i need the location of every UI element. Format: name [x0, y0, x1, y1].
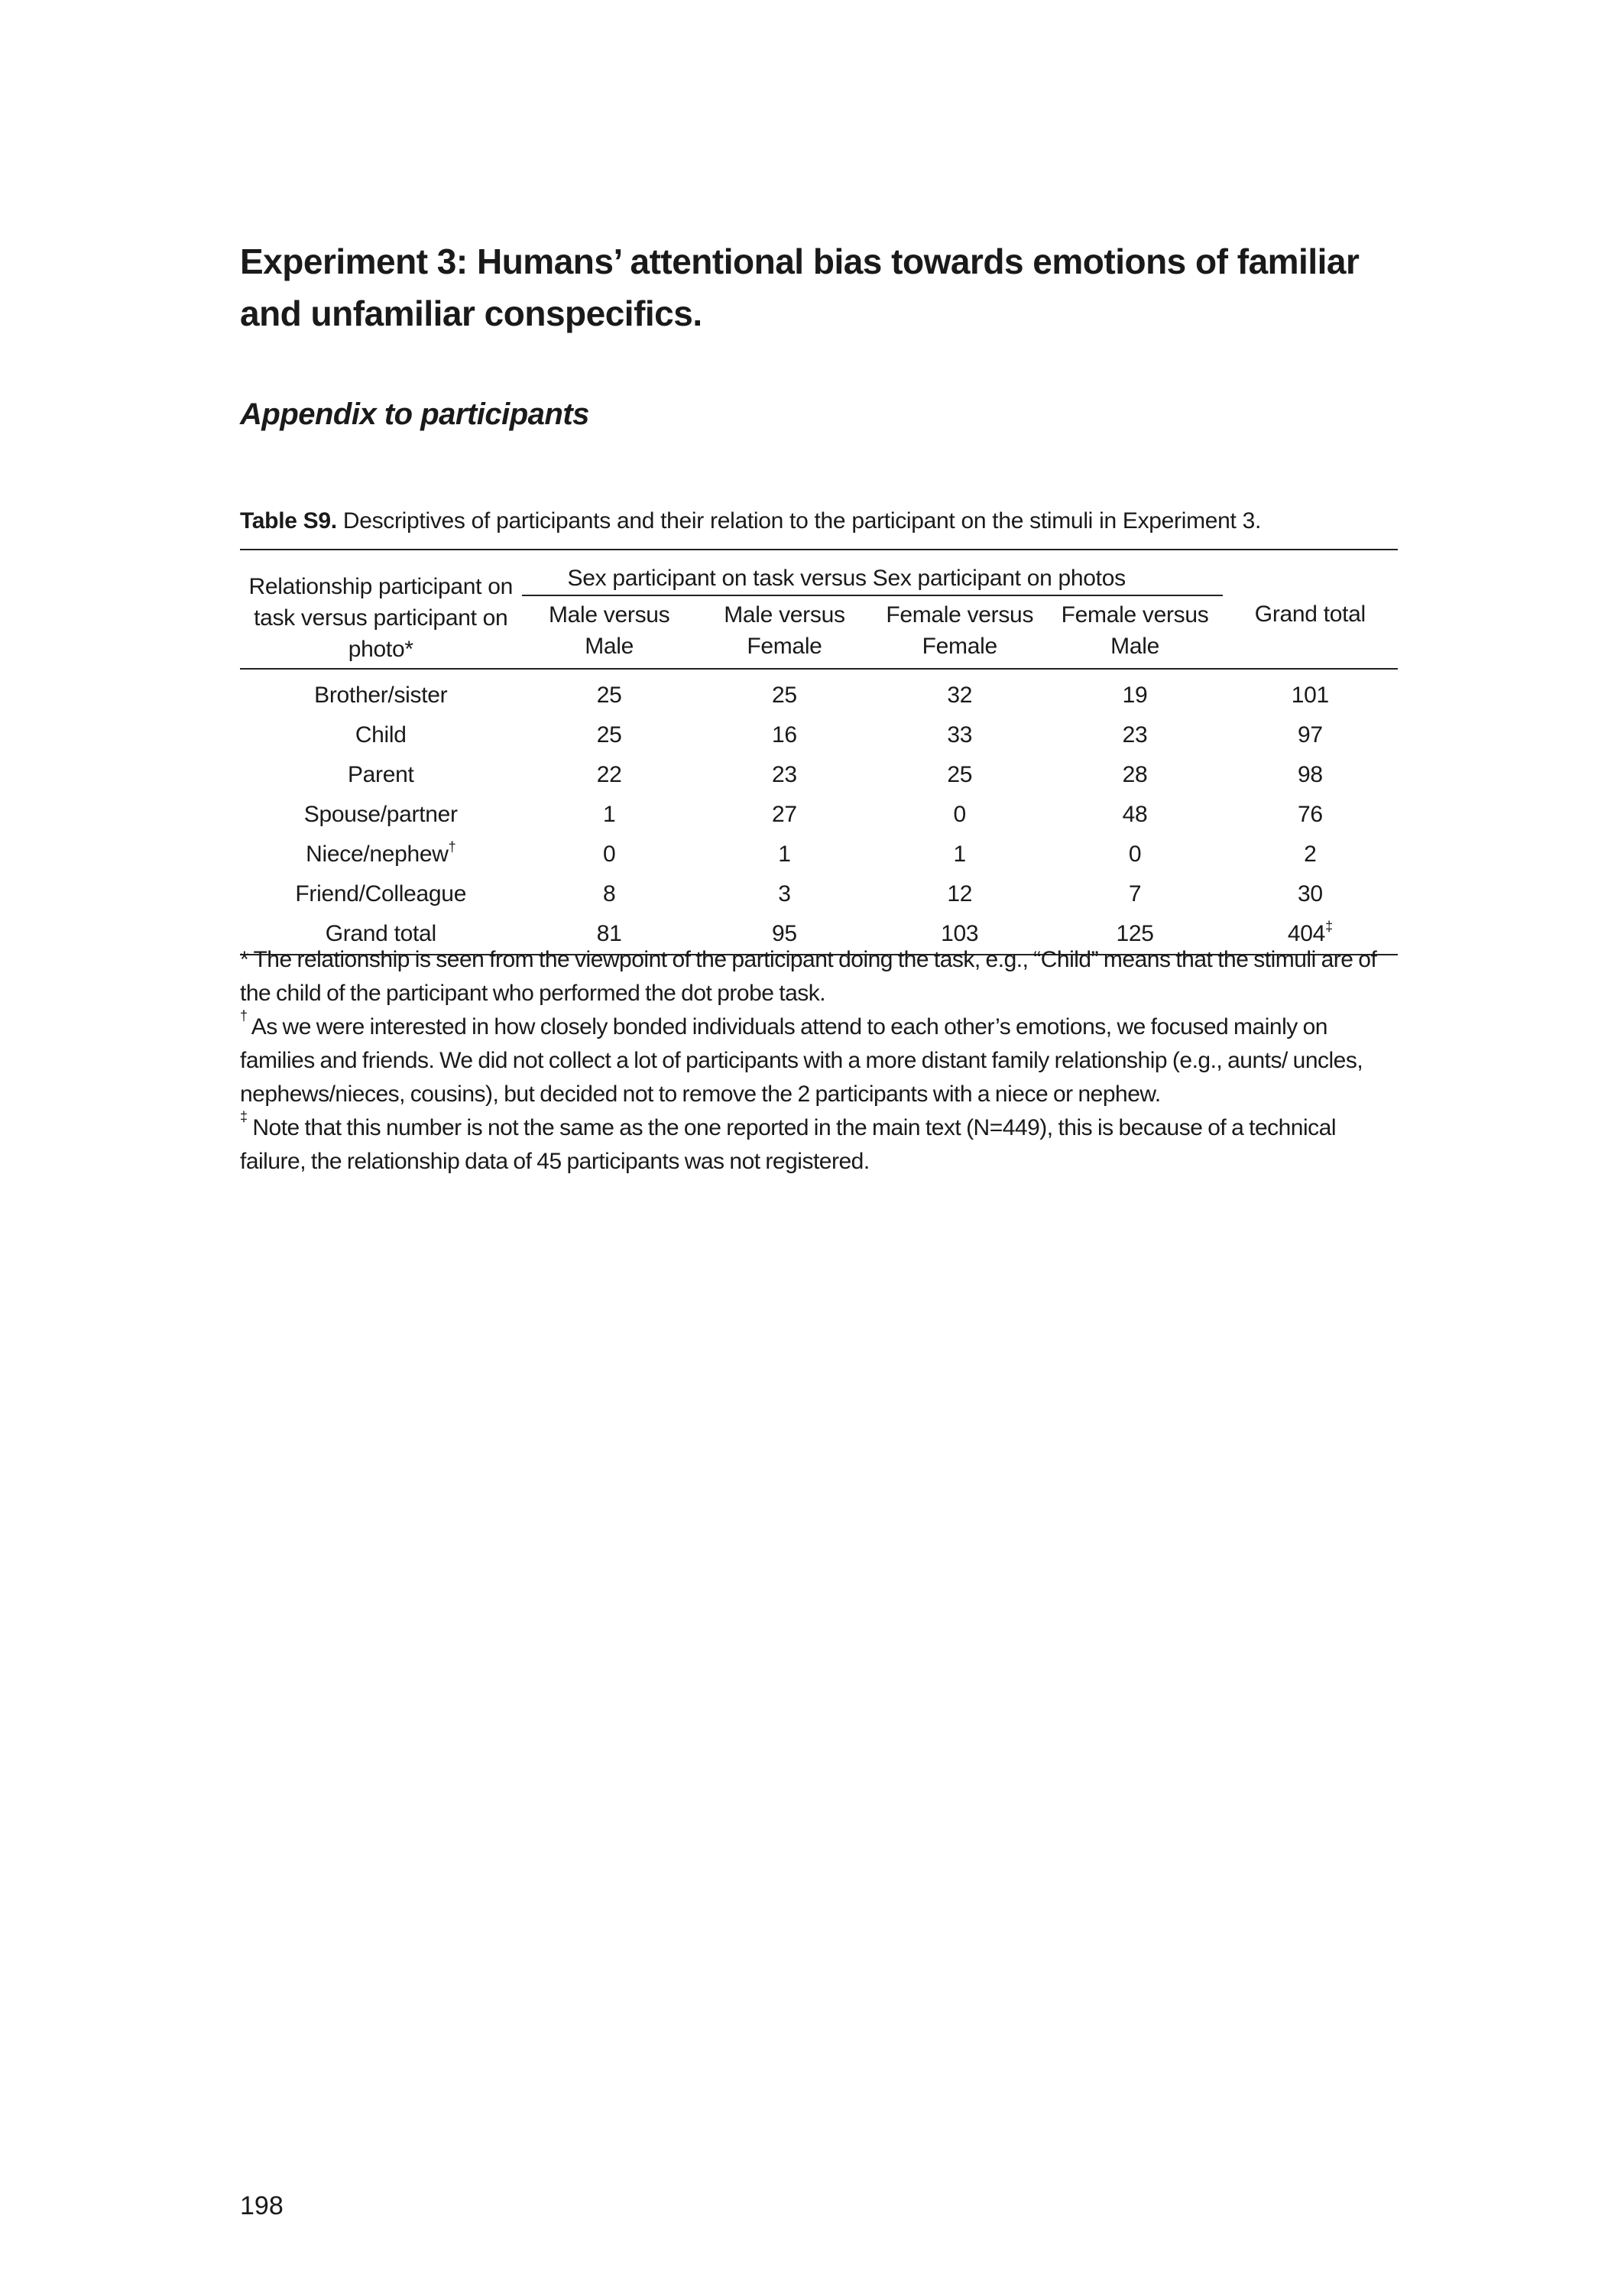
row-label: Niece/nephew — [306, 842, 449, 867]
footnote-mark: ‡ — [1325, 919, 1333, 934]
row-label: Parent — [347, 762, 414, 787]
table-cell — [1047, 755, 1222, 795]
table-cell — [697, 835, 872, 874]
table-cell — [872, 669, 1047, 715]
cell-value: 81 — [596, 921, 622, 946]
table-cell — [522, 755, 697, 795]
table-header — [240, 550, 1398, 669]
row-label: Spouse/partner — [303, 802, 458, 827]
row-label-cell — [240, 755, 522, 795]
table-cell — [1047, 715, 1222, 755]
cell-value: 98 — [1297, 762, 1323, 787]
table-cell — [522, 835, 697, 874]
column-header: Grand total — [1223, 595, 1398, 669]
cell-value: 76 — [1297, 802, 1323, 827]
table-cell — [522, 874, 697, 914]
cell-value: 30 — [1297, 881, 1323, 906]
row-label-cell — [240, 795, 522, 835]
cell-value: 25 — [947, 762, 973, 787]
row-label: Child — [355, 722, 407, 748]
footnote — [240, 943, 1398, 1010]
row-label-cell — [240, 874, 522, 914]
cell-value: 27 — [772, 802, 797, 827]
table-cell — [697, 715, 872, 755]
row-label: Brother/sister — [314, 683, 448, 708]
table-cell — [1223, 795, 1398, 835]
cell-value: 33 — [947, 722, 973, 748]
table-cell — [1047, 874, 1222, 914]
cell-value: 1 — [778, 842, 791, 867]
cell-value: 8 — [602, 881, 616, 906]
row-label-cell — [240, 835, 522, 874]
cell-value: 7 — [1128, 881, 1142, 906]
footnote-mark: * — [240, 947, 249, 972]
row-label: Grand total — [325, 921, 436, 946]
row-label-cell — [240, 669, 522, 715]
table-cell — [697, 874, 872, 914]
cell-value: 404 — [1287, 921, 1326, 946]
table-caption — [240, 503, 1402, 540]
table-cell — [1223, 715, 1398, 755]
table-notes — [240, 943, 1398, 1179]
cell-value: 23 — [772, 762, 797, 787]
footnote-text: As we were interested in how closely bonded individuals attend to each other’s emotions, we focused mainly on families and friends. We did not collect a lot of participants with a more distant family relationship (e.g., aunts/ uncles, nephews/nieces, cousins), but decided not to remove the 2 participants with a niece or nephew. — [240, 1014, 1363, 1107]
table-cell — [1223, 835, 1398, 874]
table-cell — [1223, 874, 1398, 914]
cell-value: 103 — [941, 921, 979, 946]
footnote-text: The relationship is seen from the viewpoint of the participant doing the task, e.g., “Child” means that the stimuli are of the child of the participant who performed the dot probe task. — [240, 947, 1377, 1006]
cell-value: 0 — [953, 802, 966, 827]
table-cell — [872, 874, 1047, 914]
table-body — [240, 669, 1398, 955]
table-container — [240, 549, 1398, 955]
group-header: Sex participant on task versus Sex participant on photos — [522, 550, 1223, 595]
page-number: 198 — [240, 2191, 284, 2220]
cell-value: 1 — [953, 842, 966, 867]
cell-value: 0 — [1128, 842, 1142, 867]
column-header: Male versus Female — [697, 595, 872, 669]
table-cell — [522, 715, 697, 755]
cell-value: 19 — [1122, 683, 1148, 708]
footnote-mark: ‡ — [240, 1109, 248, 1124]
table-row — [240, 835, 1398, 874]
table-cell — [522, 795, 697, 835]
cell-value: 3 — [778, 881, 791, 906]
cell-value: 23 — [1122, 722, 1148, 748]
footnote-text: Note that this number is not the same as the one reported in the main text (N=449), this is because of a technical failure, the relationship data of 45 participants was not registered. — [240, 1115, 1337, 1174]
table-row — [240, 715, 1398, 755]
table-cell — [1223, 669, 1398, 715]
table-cell — [1047, 835, 1222, 874]
cell-value: 48 — [1122, 802, 1148, 827]
table-cell — [872, 835, 1047, 874]
descriptives-table — [240, 549, 1398, 955]
footnote-mark: † — [448, 839, 456, 855]
table-caption-text: Descriptives of participants and their relation to the participant on the stimuli in Experiment 3. — [336, 508, 1262, 534]
cell-value: 25 — [596, 722, 622, 748]
cell-value: 101 — [1291, 683, 1329, 708]
cell-value: 95 — [772, 921, 797, 946]
table-cell — [872, 715, 1047, 755]
table-cell — [872, 755, 1047, 795]
cell-value: 28 — [1122, 762, 1148, 787]
table-cell — [697, 669, 872, 715]
cell-value: 32 — [947, 683, 973, 708]
column-header: Male versus Male — [522, 595, 697, 669]
table-cell — [697, 795, 872, 835]
table-cell — [1047, 669, 1222, 715]
row-label-cell — [240, 715, 522, 755]
table-row — [240, 874, 1398, 914]
group-header-spacer — [1223, 550, 1398, 595]
table-cell — [697, 755, 872, 795]
cell-value: 1 — [602, 802, 616, 827]
cell-value: 97 — [1297, 722, 1323, 748]
cell-value: 12 — [947, 881, 973, 906]
table-row — [240, 755, 1398, 795]
cell-value: 25 — [596, 683, 622, 708]
row-header-label: Relationship participant on task versus participant on photo* — [240, 550, 522, 669]
cell-value: 22 — [596, 762, 622, 787]
cell-value: 25 — [772, 683, 797, 708]
table-cell — [872, 795, 1047, 835]
footnote-mark: † — [240, 1008, 248, 1023]
page-title: Experiment 3: Humans’ attentional bias towards emotions of familiar and unfamiliar conspecifics. — [240, 242, 1360, 333]
cell-value: 16 — [772, 722, 797, 748]
footnote — [240, 1111, 1398, 1179]
cell-value: 125 — [1116, 921, 1154, 946]
table-row — [240, 795, 1398, 835]
column-header: Female versus Male — [1047, 595, 1222, 669]
table-row — [240, 669, 1398, 715]
table-cell — [522, 669, 697, 715]
table-cell — [1223, 755, 1398, 795]
footnote — [240, 1010, 1398, 1111]
cell-value: 0 — [602, 842, 616, 867]
table-cell — [1047, 795, 1222, 835]
cell-value: 2 — [1304, 842, 1317, 867]
table-caption-label: Table S9. — [240, 508, 337, 534]
section-title: Appendix to participants — [240, 397, 589, 431]
row-label: Friend/Colleague — [295, 881, 467, 906]
column-header: Female versus Female — [872, 595, 1047, 669]
